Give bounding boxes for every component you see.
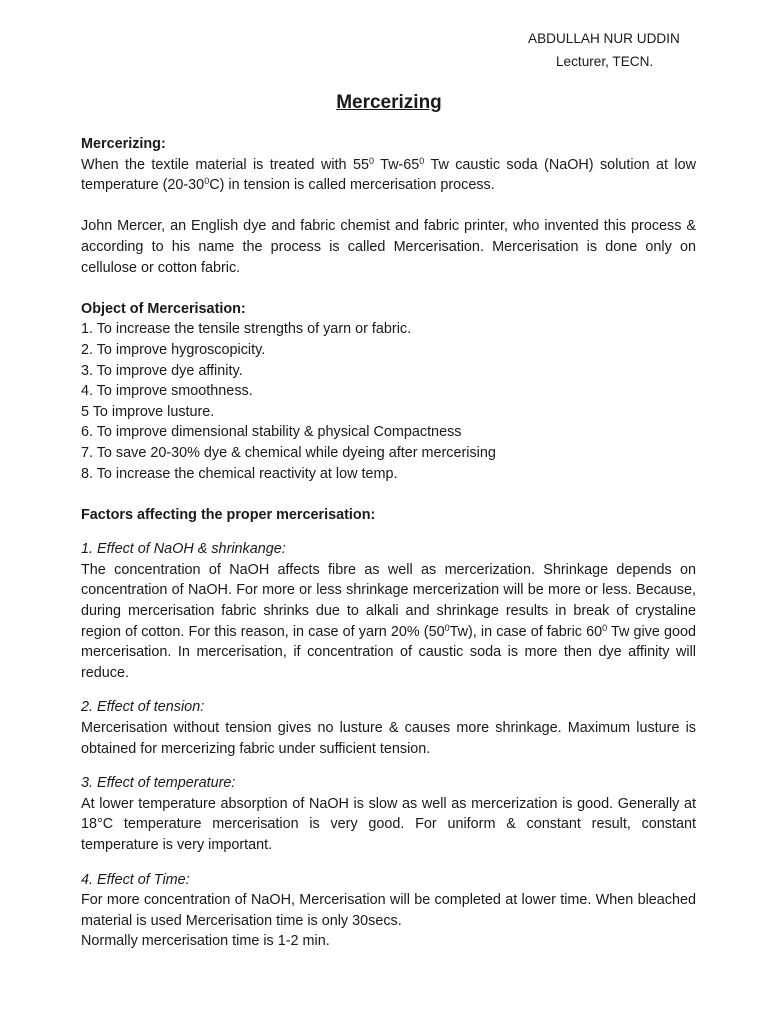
- definition-text: When the textile material is treated with $55^0$ $Tw-65^0$ Tw caustic soda (NaOH) solution at low temperature $(20-30^0C)$ in tension is called mercerisation process.: [81, 155, 696, 194]
- list-item: 1. To increase the tensile strengths of yarn or fabric.: [81, 321, 412, 338]
- list-item: 2. To improve hygroscopicity.: [81, 341, 266, 358]
- page-title: Mercerizing: [336, 92, 442, 113]
- history-paragraph: John Mercer, an English dye and fabric chemist and fabric printer, who invented this process & according to his name the process is called Mercerisation. Mercerisation is done only on cellulose or cotton fabric.: [81, 218, 696, 276]
- factor-3-text: At lower temperature absorption of NaOH is slow as well as mercerization is good. Generally at 18°C temperature mercerisation is very good. For uniform & constant result, constant temperature is very important.: [81, 795, 696, 853]
- author-role: Lecturer, TECN.: [556, 54, 654, 69]
- factor-3-heading: 3. Effect of temperature:: [81, 775, 236, 792]
- factor-1-heading: 1. Effect of NaOH & shrinkange:: [81, 541, 286, 558]
- list-item: 3. To improve dye affinity.: [81, 362, 243, 379]
- list-item: 7. To save 20-30% dye & chemical while dyeing after mercerising: [81, 444, 496, 461]
- factors-heading: Factors affecting the proper mercerisation:: [81, 506, 376, 523]
- objects-heading: Object of Mercerisation:: [81, 300, 246, 317]
- list-item: 4. To improve smoothness.: [81, 383, 253, 400]
- document-body: [81, 134, 696, 952]
- list-item: 6. To improve dimensional stability & physical Compactness: [81, 424, 462, 441]
- author-name: ABDULLAH NUR UDDIN: [528, 31, 680, 46]
- factor-4-text: For more concentration of NaOH, Mercerisation will be completed at lower time. When bleached material is used Mercerisation time is only 30secs.: [81, 892, 696, 929]
- factor-4-text-2: Normally mercerisation time is 1-2 min.: [81, 933, 330, 950]
- definition-heading: Mercerizing:: [81, 136, 166, 152]
- list-item: 8. To increase the chemical reactivity at low temp.: [81, 465, 398, 482]
- factor-1-text: The concentration of NaOH affects fibre as well as mercerization. Shrinkage depends on concentration of NaOH. For more or less shrinkage mercerization will be more or less. Because, during mercerisation fabric shrinks due to alkali and shrinkage results in break of crystaline region of cotton. For this reason, in case of yarn 20% $(50^0Tw)$, in case of fabric $60^0$ Tw give good mercerisation. In mercerisation, if concentration of caustic soda is more then dye affinity will reduce.: [81, 561, 697, 681]
- list-item: 5 To improve lusture.: [81, 403, 215, 420]
- factor-2-text: Mercerisation without tension gives no lusture & causes more shrinkage. Maximum lusture is obtained for mercerizing fabric under sufficient tension.: [81, 720, 696, 757]
- factor-4-heading: 4. Effect of Time:: [81, 871, 190, 888]
- factor-2-heading: 2. Effect of tension:: [81, 699, 205, 716]
